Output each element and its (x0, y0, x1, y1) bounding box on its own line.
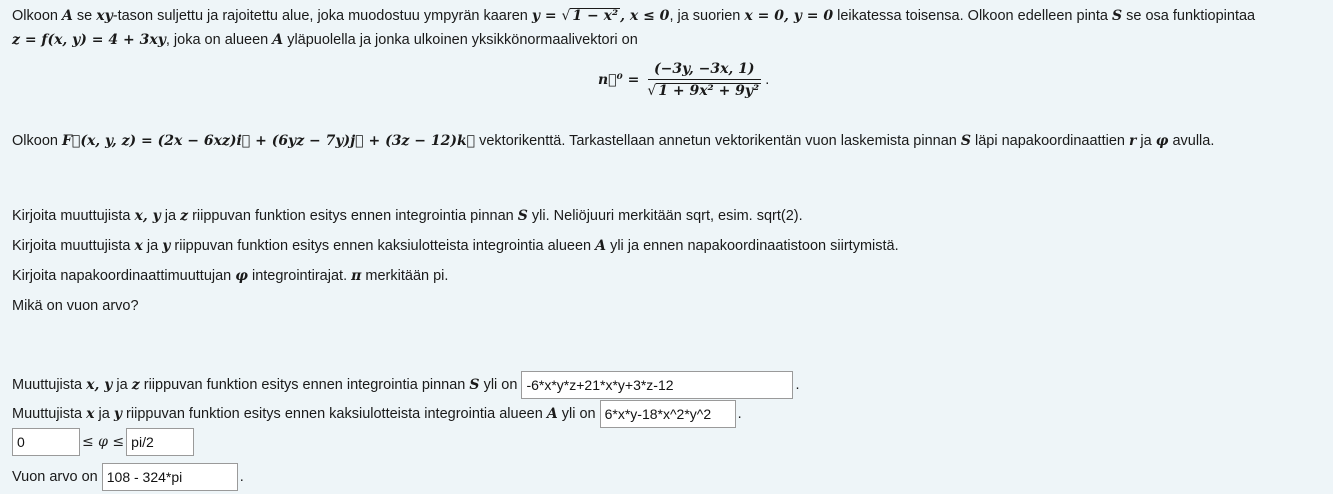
math-S: S (517, 208, 528, 224)
flux-value-input[interactable] (102, 463, 238, 491)
text: Muuttujista (12, 377, 83, 393)
phi-limits-row (12, 428, 194, 456)
text: Kirjoita napakoordinaattimuuttujan (12, 268, 232, 284)
math-vector-field: F⃗(x, y, z) = (2x − 6xz)i⃗ + (6yz − 7y)j⃗ + (3z − 12)k⃗ (61, 133, 476, 149)
math-x: x (86, 406, 95, 422)
text: riippuvan funktion esitys ennen integrointia pinnan (192, 208, 514, 224)
phi-lower-limit-input[interactable] (12, 428, 80, 456)
text: riippuvan funktion esitys ennen kaksiulotteista integrointia alueen (126, 406, 543, 422)
normal-lhs: n⃗⁰ = (598, 72, 640, 88)
math-A: A (595, 238, 607, 254)
math-pi: π (351, 268, 362, 284)
math-A: A (61, 8, 73, 24)
text: läpi napakoordinaattien (975, 133, 1125, 149)
text: Olkoon (12, 8, 58, 24)
text: ja (116, 377, 128, 393)
text: merkitään pi. (365, 268, 449, 284)
instruction-4 (12, 298, 139, 314)
math-condition: , x ≤ 0 (620, 8, 670, 24)
text: ja (98, 406, 110, 422)
instruction-2 (12, 238, 899, 254)
text: leikatessa toisensa. Olkoon edelleen pinta (837, 8, 1108, 24)
flux-label: Vuon arvo on (12, 469, 98, 485)
answer-row-1 (12, 371, 799, 399)
math-phi: φ (1155, 133, 1169, 149)
instruction-3 (12, 268, 448, 284)
math-x: x (134, 238, 143, 254)
math-curve: y = (531, 8, 562, 24)
region-function-input[interactable] (600, 400, 736, 428)
math-phi: φ (235, 268, 248, 284)
math-xy: x, y (86, 377, 113, 393)
text: yli on (561, 406, 596, 422)
text: vektorikenttä. Tarkastellaan annetun vektorikentän vuon laskemista pinnan (479, 133, 957, 149)
flux-row (12, 463, 244, 491)
math-r: r (1129, 133, 1137, 149)
text: Muuttujista (12, 406, 83, 422)
surface-function-input[interactable] (521, 371, 793, 399)
math-y: y (162, 238, 171, 254)
math-S: S (1111, 8, 1123, 24)
normal-vector-formula (598, 61, 769, 99)
text: . (795, 377, 800, 393)
text: yli ja ennen napakoordinaatistoon siirtymistä. (610, 238, 899, 254)
text: . (239, 469, 244, 485)
text: integrointirajat. (251, 268, 348, 284)
text: riippuvan funktion esitys ennen integrointia pinnan (143, 377, 466, 393)
text: , joka on alueen (165, 32, 269, 48)
text: Mikä on vuon arvo? (12, 298, 139, 314)
text: avulla. (1172, 133, 1215, 149)
text: -tason suljettu ja rajoitettu alue, joka muodostuu ympyrän kaaren (112, 8, 528, 24)
text: se (76, 8, 93, 24)
text: riippuvan funktion esitys ennen kaksiulotteista integrointia alueen (174, 238, 592, 254)
text: se osa funktiopintaa (1126, 8, 1256, 24)
math-A: A (546, 406, 558, 422)
normal-numerator: (−3y, −3x, 1) (648, 61, 761, 80)
text: Kirjoita muuttujista (12, 238, 131, 254)
phi-upper-limit-input[interactable] (126, 428, 194, 456)
text: . (765, 72, 770, 88)
normal-denominator: 1 + 9x² + 9y² (658, 83, 760, 99)
math-z: z (180, 208, 189, 224)
text: yli on (483, 377, 518, 393)
math-xy: x, y (134, 208, 161, 224)
math-A: A (272, 32, 284, 48)
problem-line-3 (12, 133, 1214, 149)
text: Kirjoita muuttujista (12, 208, 131, 224)
text: Olkoon (12, 133, 58, 149)
math-xy: xy (96, 8, 113, 24)
math-lines: x = 0, y = 0 (744, 8, 834, 24)
text: yläpuolella ja jonka ulkoinen yksikkönormaalivektori on (287, 32, 638, 48)
text: ja (164, 208, 177, 224)
math-S: S (960, 133, 971, 149)
text: ja (146, 238, 159, 254)
instruction-1 (12, 208, 803, 224)
answer-row-2 (12, 400, 742, 428)
text: . (737, 406, 742, 422)
text: , ja suorien (669, 8, 741, 24)
math-z: z (131, 377, 140, 393)
text: yli. Neliöjuuri merkitään sqrt, esim. sqrt(2). (531, 208, 803, 224)
normal-fraction: $\frac{(-3y, -3x, 1)}{\text{√ 1 + 9x² + 9y²}}$ (647, 61, 760, 99)
math-y: y (113, 406, 123, 422)
problem-line-1: Olkoon A se xy-tason suljettu ja rajoitettu alue, joka muodostuu ympyrän kaaren y = √ 1 − x² , x ≤ 0, ja suorien x = 0, y = 0 leikatessa toisensa. Olkoon edelleen pinta S se osa funktiopintaa (12, 8, 1256, 24)
phi-inequality: ≤ φ ≤ (82, 434, 125, 450)
math-S: S (469, 377, 480, 393)
text: ja (1140, 133, 1152, 149)
math-surface: z = f(x, y) = 4 + 3xy (12, 32, 166, 48)
problem-line-2 (12, 32, 638, 48)
math-curve-radicand: 1 − x² (572, 8, 619, 24)
